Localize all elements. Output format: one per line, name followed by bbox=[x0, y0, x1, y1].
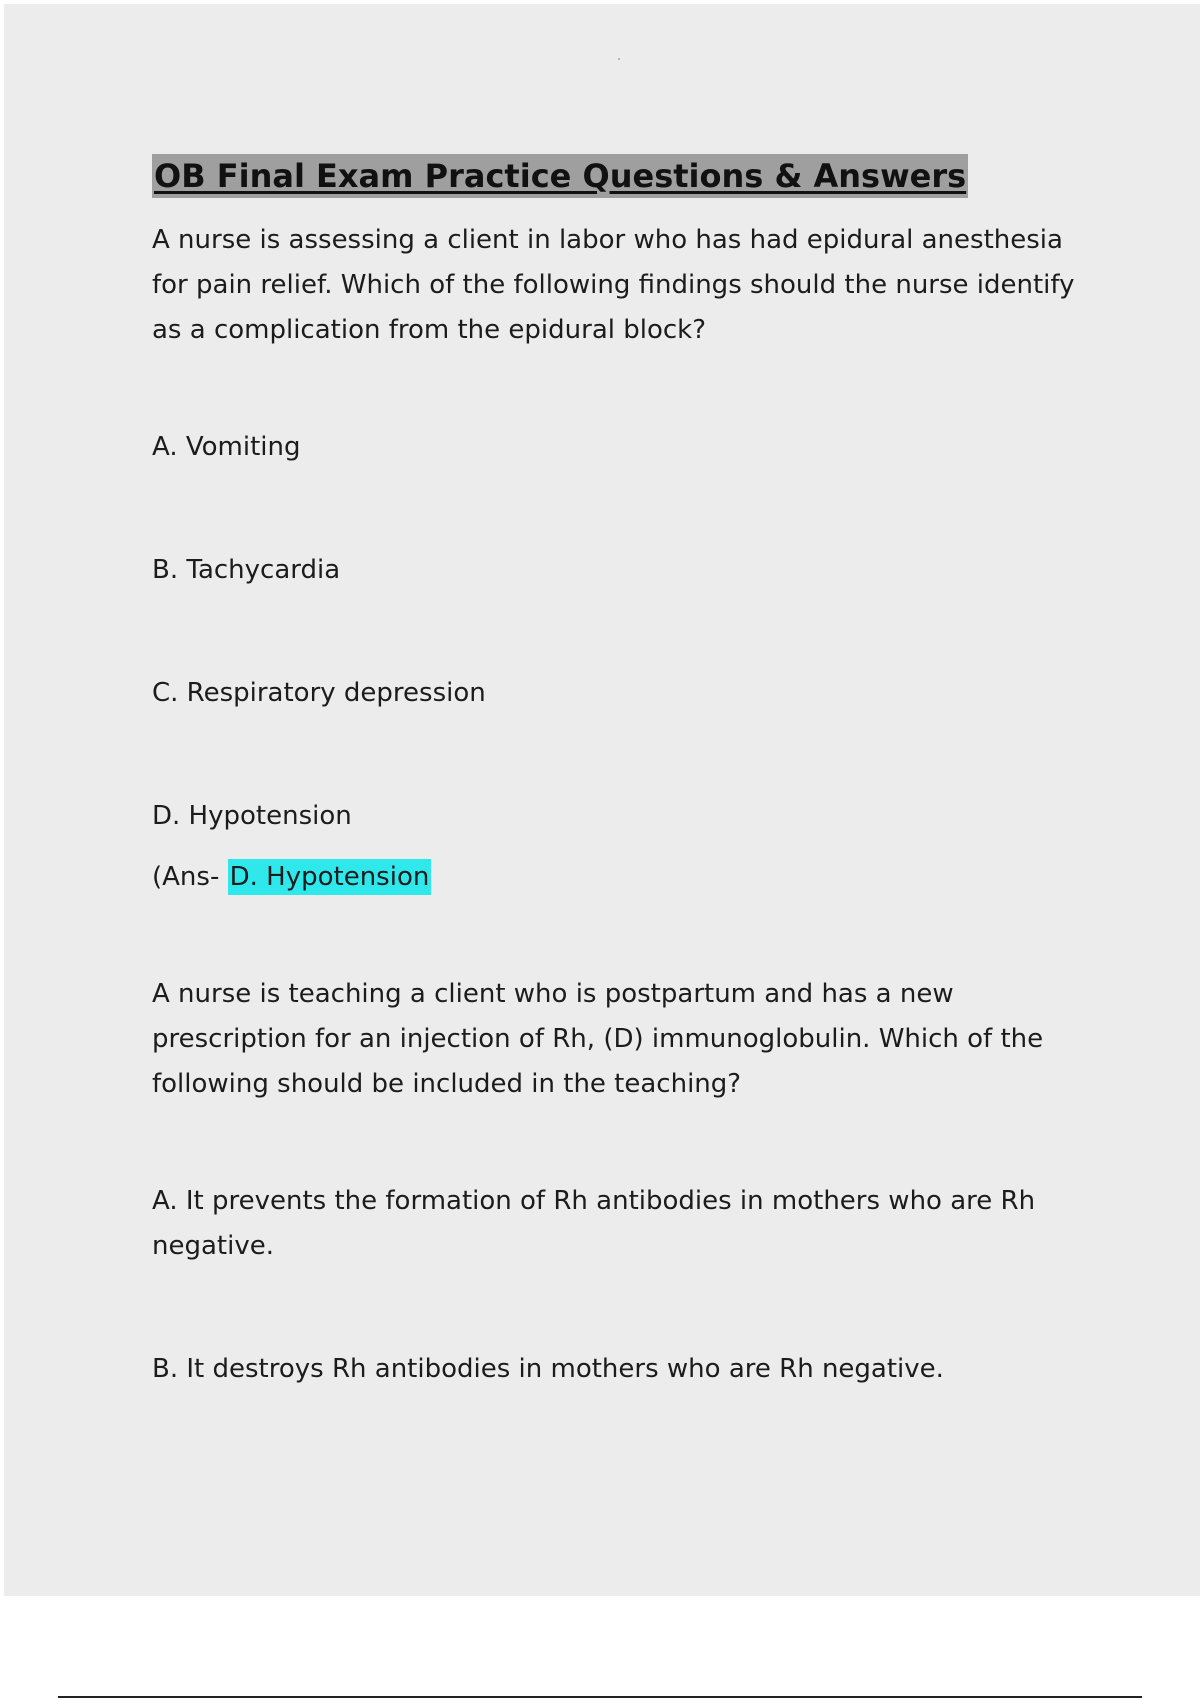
question-1-option-b: B. Tachycardia bbox=[152, 555, 341, 585]
question-1-option-c: C. Respiratory depression bbox=[152, 678, 486, 708]
question-1 bbox=[152, 218, 1092, 900]
answer-highlight: D. Hypotension bbox=[228, 859, 432, 895]
question-2 bbox=[152, 972, 1092, 1392]
answer-prefix: (Ans- bbox=[152, 862, 228, 892]
question-1-answer bbox=[152, 855, 1092, 900]
question-1-option-d: D. Hypotension bbox=[152, 801, 352, 831]
question-2-stem: A nurse is teaching a client who is postpartum and has a new prescription for an injection of Rh, (D) immunoglobulin. Which of the following should be included in the teaching? bbox=[152, 979, 1044, 1099]
page-title: OB Final Exam Practice Questions & Answers bbox=[152, 154, 968, 198]
question-1-option-a: A. Vomiting bbox=[152, 432, 301, 462]
question-2-option-a: A. It prevents the formation of Rh antibodies in mothers who are Rh negative. bbox=[152, 1186, 1036, 1261]
question-1-stem: A nurse is assessing a client in labor who has had epidural anesthesia for pain relief. Which of the following findings should the nurse identify as a complication from the epidural block? bbox=[152, 225, 1075, 345]
question-2-option-b: B. It destroys Rh antibodies in mothers who are Rh negative. bbox=[152, 1354, 944, 1384]
document-page bbox=[4, 4, 1200, 1596]
document-content bbox=[152, 154, 1092, 1392]
footer-divider bbox=[58, 1696, 1142, 1698]
scan-speck bbox=[618, 58, 620, 60]
